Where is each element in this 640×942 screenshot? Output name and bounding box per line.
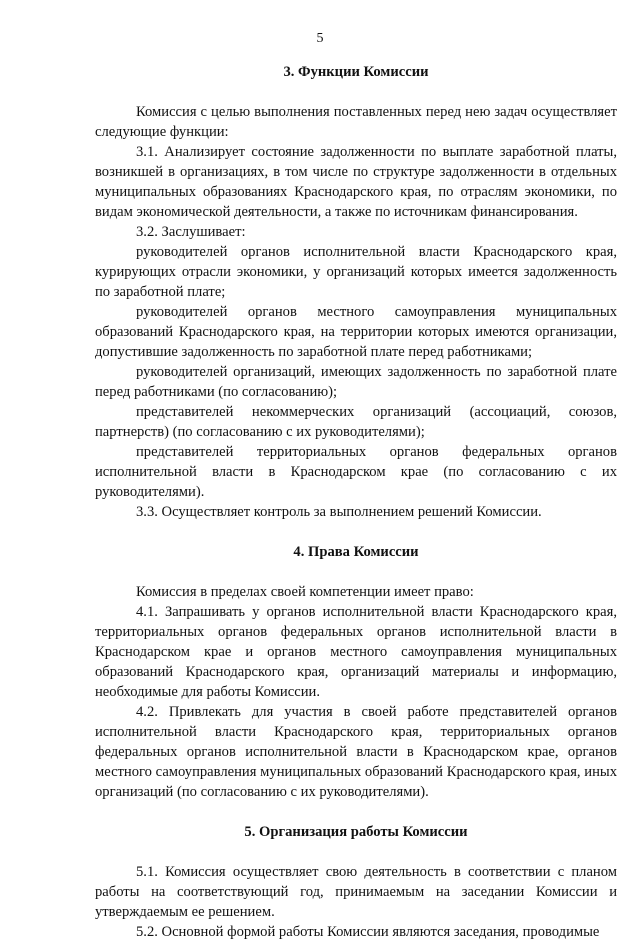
section-organization bbox=[95, 822, 617, 942]
section-heading: 3. Функции Комиссии bbox=[283, 64, 429, 80]
paragraph: 3.1. Анализирует состояние задолженности по выплате заработной платы, возникшей в организациях, в том числе по структуре задолженности в отдельных муниципальных образованиях Краснодарского края, по отраслям экономики, по видам экономической деятельности, а также по источникам финансирования. bbox=[95, 144, 617, 220]
paragraph: руководителей организаций, имеющих задолженность по заработной плате перед работниками (по согласованию); bbox=[95, 364, 617, 400]
paragraph: 3.2. Заслушивает: bbox=[136, 224, 246, 240]
section-heading: 4. Права Комиссии bbox=[293, 544, 419, 560]
paragraph: 4.2. Привлекать для участия в своей работе представителей органов исполнительной власти Краснодарского края, территориальных органов федеральных органов исполнительной власти в Краснодарском крае, органов местного самоуправления муниципальных образований Краснодарского края, иных организаций (по согласованию с их руководителями). bbox=[95, 704, 617, 800]
paragraph: руководителей органов местного самоуправления муниципальных образований Краснодарского края, на территории которых имеются организации, допустившие задолженность по заработной плате перед работниками; bbox=[95, 304, 617, 360]
paragraph: представителей некоммерческих организаций (ассоциаций, союзов, партнерств) (по согласованию с их руководителями); bbox=[95, 404, 617, 440]
paragraph: 3.3. Осуществляет контроль за выполнением решений Комиссии. bbox=[136, 504, 542, 520]
paragraph: 4.1. Запрашивать у органов исполнительной власти Краснодарского края, территориальных органов федеральных органов исполнительной власти в Краснодарском крае и органов местного самоуправления муниципальных образований Краснодарского края, организаций материалы и информацию, необходимые для работы Комиссии. bbox=[95, 604, 617, 700]
section-heading: 5. Организация работы Комиссии bbox=[244, 824, 468, 840]
paragraph: руководителей органов исполнительной власти Краснодарского края, курирующих отрасли экономики, у организаций которых имеется задолженность по заработной плате; bbox=[95, 244, 617, 300]
paragraph: Комиссия в пределах своей компетенции имеет право: bbox=[136, 584, 474, 600]
paragraph: 5.1. Комиссия осуществляет свою деятельность в соответствии с планом работы на соответствующий год, принимаемым на заседании Комиссии и утверждаемым ее решением. bbox=[95, 864, 617, 920]
paragraph: представителей территориальных органов федеральных органов исполнительной власти в Краснодарском крае (по согласованию с их руководителями). bbox=[95, 444, 617, 500]
page-number: 5 bbox=[316, 31, 324, 46]
document-body bbox=[95, 62, 617, 942]
section-functions bbox=[95, 62, 617, 522]
paragraph: Комиссия с целью выполнения поставленных перед нею задач осуществляет следующие функции: bbox=[95, 104, 617, 140]
paragraph: 5.2. Основной формой работы Комиссии являются заседания, проводимые bbox=[136, 924, 600, 940]
section-rights bbox=[95, 542, 617, 802]
